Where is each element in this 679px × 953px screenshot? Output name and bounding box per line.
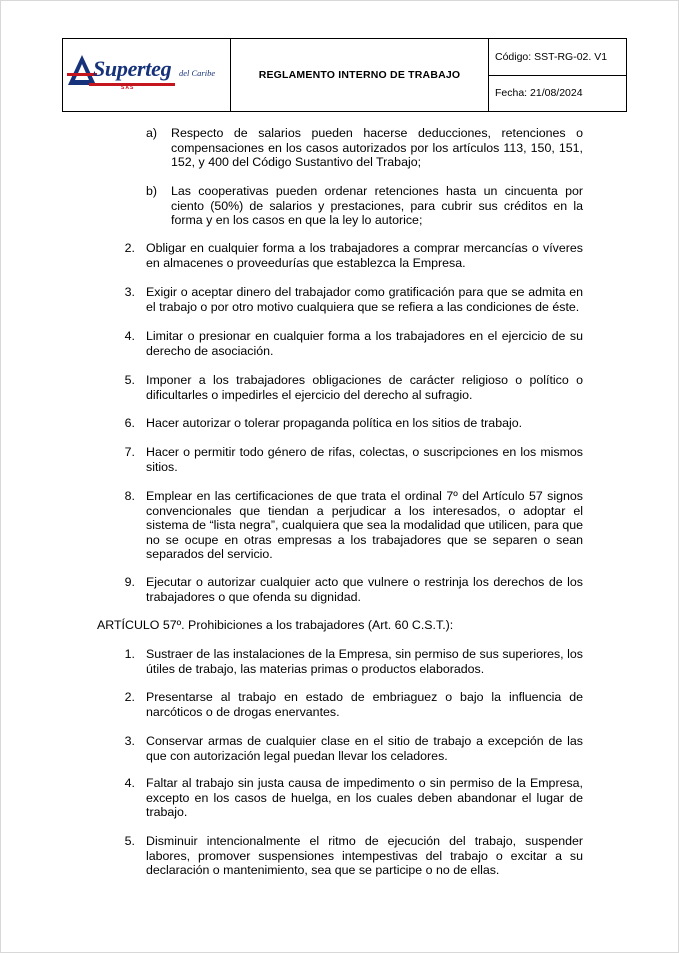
document-code: Código: SST-RG-02. V1 bbox=[495, 50, 608, 63]
item-marker: 2. bbox=[124, 690, 135, 704]
document-meta bbox=[489, 39, 626, 111]
item-marker: a) bbox=[146, 126, 158, 140]
item-marker: 6. bbox=[124, 416, 135, 430]
item-marker: 7. bbox=[124, 445, 135, 459]
item-text: Hacer o permitir todo género de rifas, colectas, o suscripciones en los mismos sitios. bbox=[146, 445, 583, 474]
item-marker: 1. bbox=[124, 647, 135, 661]
item-text: Exigir o aceptar dinero del trabajador como gratificación para que se admita en el trabajo o por otro motivo cualquiera que se refiera a las condiciones de éste. bbox=[146, 285, 583, 314]
item-marker: 2. bbox=[124, 241, 135, 255]
item-text: Conservar armas de cualquier clase en el sitio de trabajo a excepción de las que con autorización legal puedan llevar los celadores. bbox=[146, 734, 583, 763]
document-header bbox=[62, 38, 627, 112]
item-marker: 3. bbox=[124, 285, 135, 299]
item-marker: 4. bbox=[124, 776, 135, 790]
logo-suffix: del Caribe bbox=[179, 68, 216, 78]
item-text: Hacer autorizar o tolerar propaganda política en los sitios de trabajo. bbox=[146, 416, 523, 430]
item-text: Faltar al trabajo sin justa causa de impedimento o sin permiso de la Empresa, excepto en los casos de huelga, en los cuales deben abandonar el lugar de trabajo. bbox=[146, 776, 583, 820]
item-marker: b) bbox=[146, 184, 158, 198]
logo-wordmark: Superteg bbox=[93, 56, 172, 81]
item-text: Emplear en las certificaciones de que trata el ordinal 7º del Artículo 57 signos convencionales que tiendan a perjudicar a los interesados, o adoptar el sistema de “lista negra”, cualquiera que sea la modalidad que utilicen, para que no se ocupe en otras empresas a los trabajadores que se separen o sean separados del servicio. bbox=[146, 489, 583, 562]
item-marker: 9. bbox=[124, 575, 135, 589]
document-date: Fecha: 21/08/2024 bbox=[489, 75, 626, 112]
document-title: REGLAMENTO INTERNO DE TRABAJO bbox=[231, 39, 489, 111]
item-text: Imponer a los trabajadores obligaciones de carácter religioso o político o dificultarles o impedirles el ejercicio del derecho al sufragio. bbox=[146, 373, 583, 402]
item-marker: 3. bbox=[124, 734, 135, 748]
item-text: Presentarse al trabajo en estado de embriaguez o bajo la influencia de narcóticos o de drogas enervantes. bbox=[146, 690, 583, 719]
logo-sub: SAS bbox=[121, 85, 135, 91]
item-marker: 4. bbox=[124, 329, 135, 343]
item-marker: 5. bbox=[124, 834, 135, 848]
item-text: Respecto de salarios pueden hacerse deducciones, retenciones o compensaciones en los casos autorizados por los artículos 113, 150, 151, 152, y 400 del Código Sustantivo del Trabajo; bbox=[171, 126, 583, 170]
item-text: Ejecutar o autorizar cualquier acto que vulnere o restrinja los derechos de los trabajadores o que ofenda su dignidad. bbox=[146, 575, 583, 604]
item-marker: 5. bbox=[124, 373, 135, 387]
article-heading: ARTÍCULO 57º. Prohibiciones a los trabajadores (Art. 60 C.S.T.): bbox=[97, 618, 454, 632]
item-text: Limitar o presionar en cualquier forma a los trabajadores en el ejercicio de su derecho de asociación. bbox=[146, 329, 583, 358]
item-marker: 8. bbox=[124, 489, 135, 503]
company-logo bbox=[63, 39, 231, 111]
item-text: Disminuir intencionalmente el ritmo de ejecución del trabajo, suspender labores, promover suspensiones intempestivas del trabajo o excitar a su declaración o mantenimiento, sea que se participe o no de ellas. bbox=[146, 834, 583, 878]
item-text: Las cooperativas pueden ordenar retenciones hasta un cincuenta por ciento (50%) de salarios y prestaciones, para cubrir sus créditos en la forma y en los casos en que la ley lo autorice; bbox=[171, 184, 583, 228]
item-text: Sustraer de las instalaciones de la Empresa, sin permiso de sus superiores, los útiles de trabajo, las materias primas o productos elaborados. bbox=[146, 647, 583, 676]
item-text: Obligar en cualquier forma a los trabajadores a comprar mercancías o víveres en almacenes o proveedurías que establezca la Empresa. bbox=[146, 241, 583, 270]
